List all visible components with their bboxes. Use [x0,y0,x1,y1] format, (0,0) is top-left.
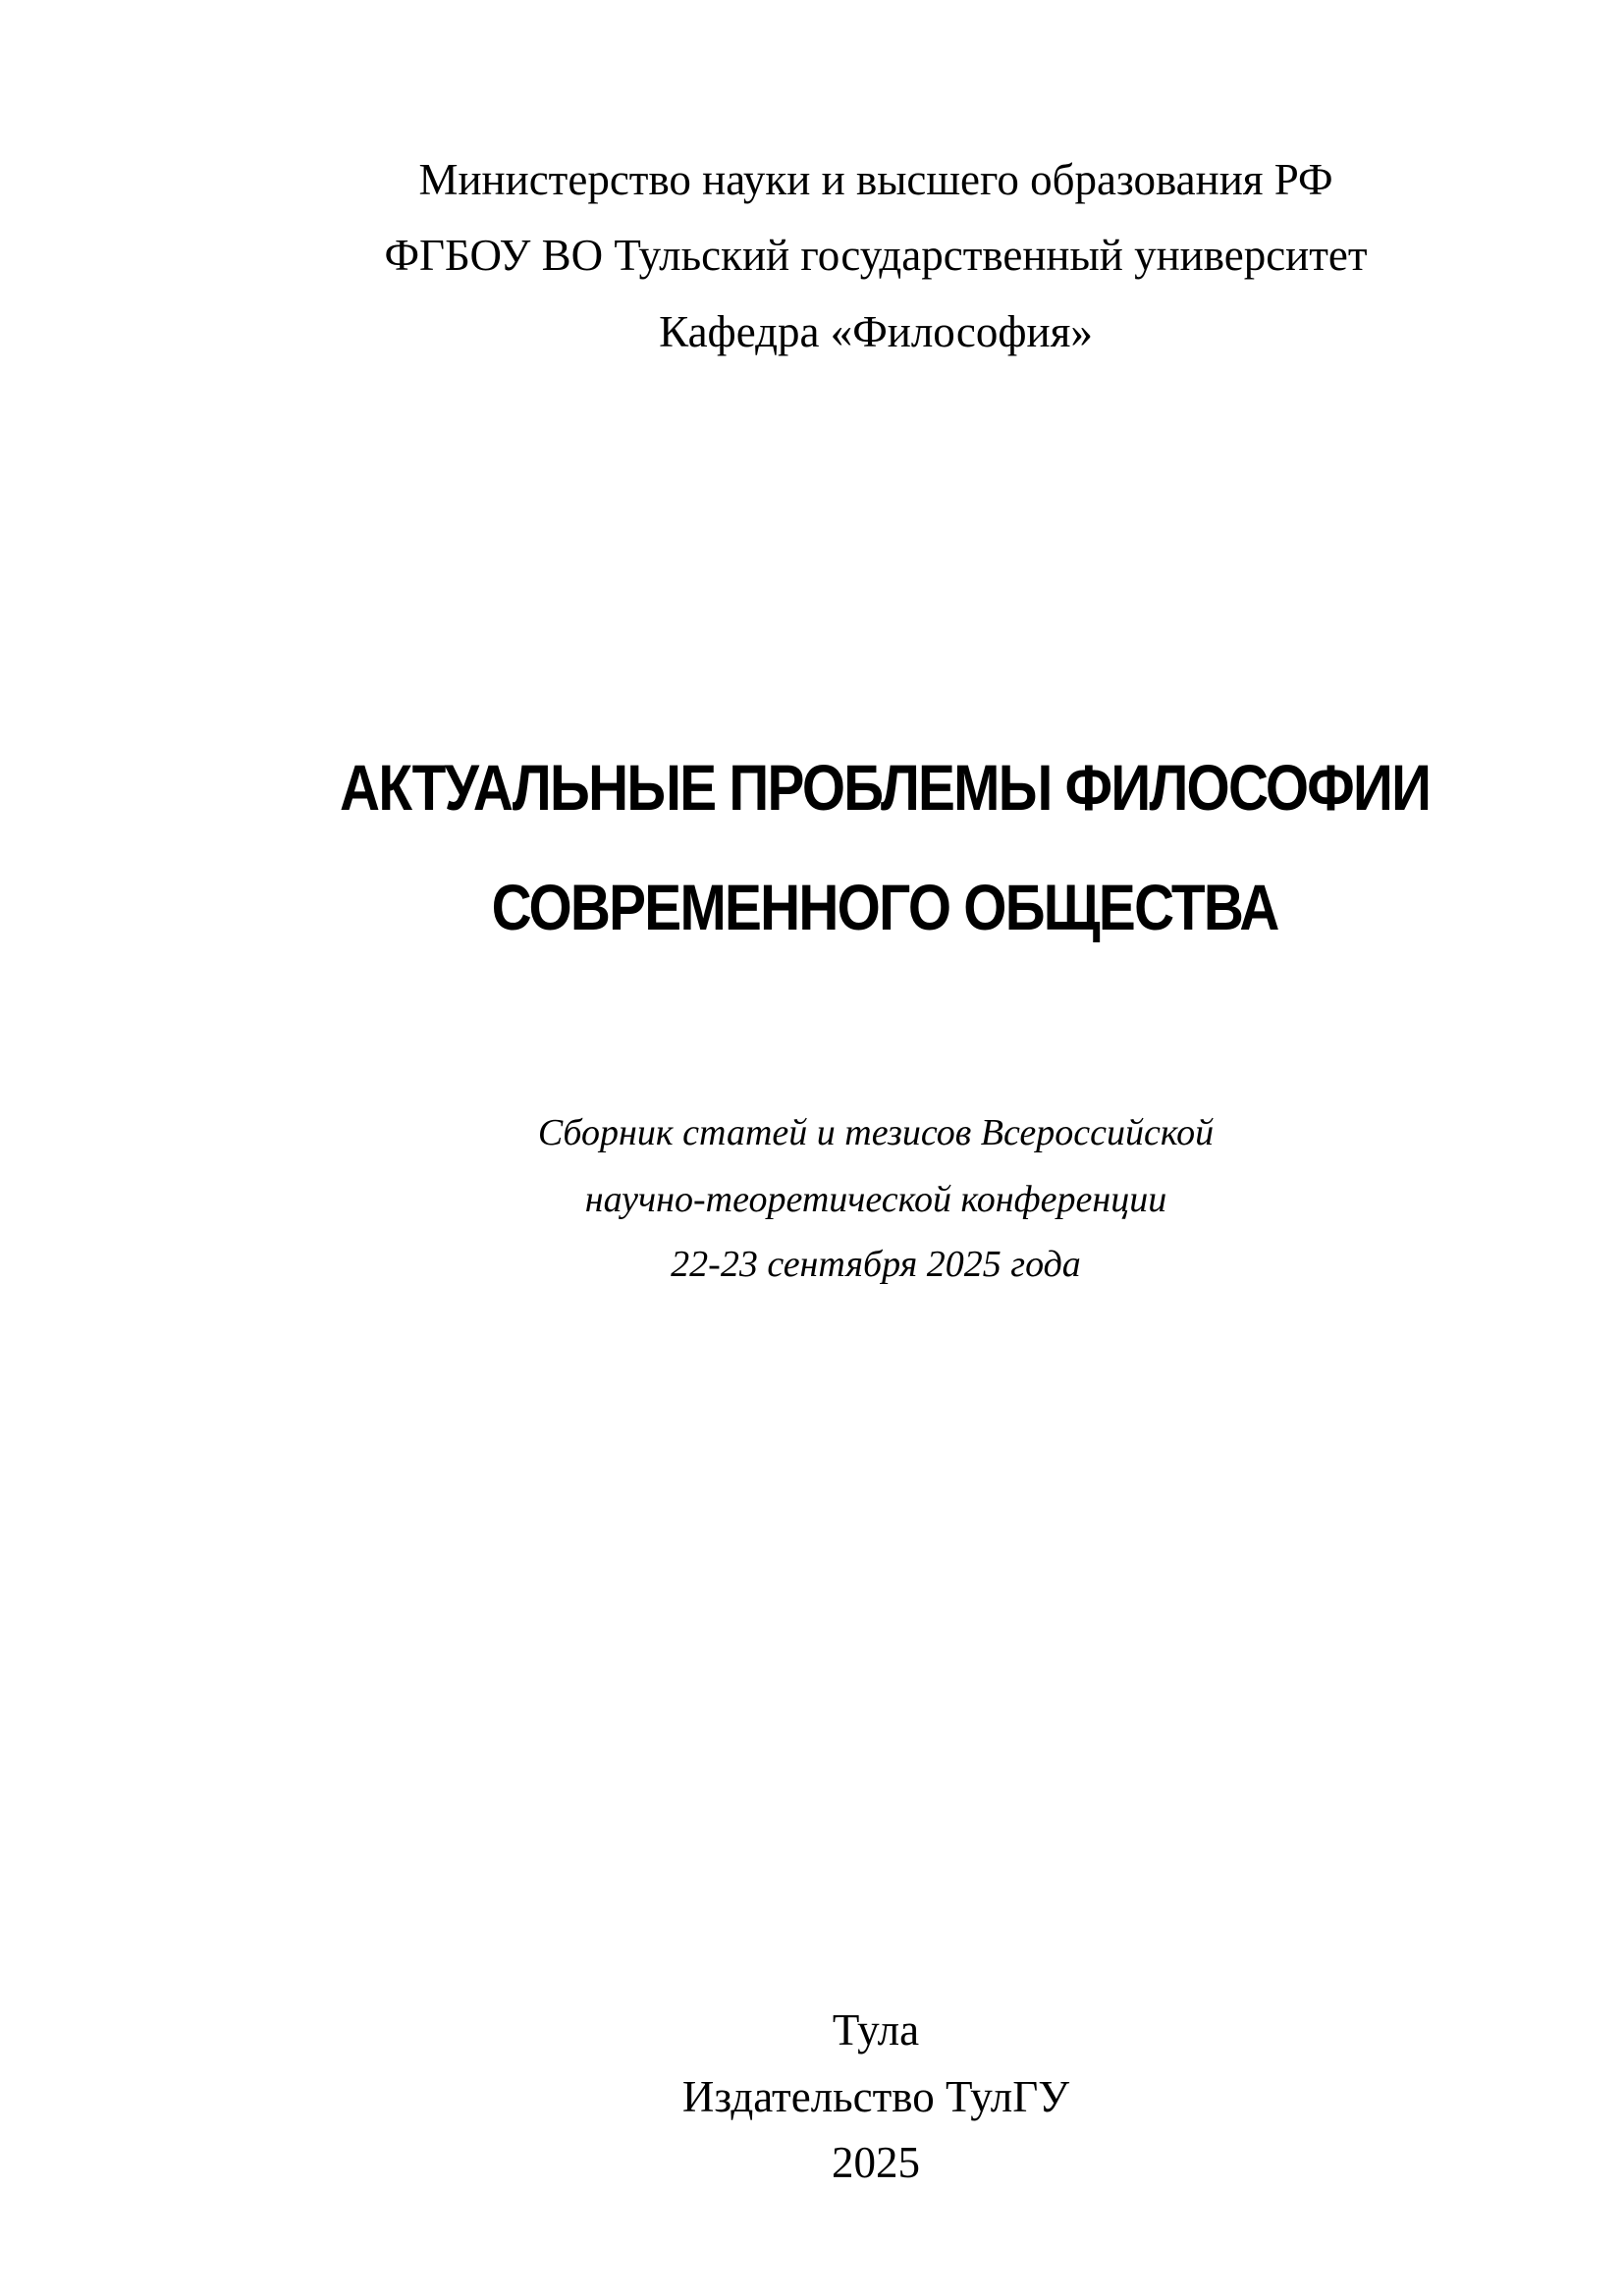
title-line-2: СОВРЕМЕННОГО ОБЩЕСТВА [491,871,1278,943]
subtitle-line-3: 22-23 сентября 2025 года [671,1244,1081,1285]
department-line: Кафедра «Философия» [659,307,1093,356]
subtitle-line-1: Сборник статей и тезисов Всероссийской [537,1112,1215,1153]
title-line-1: АКТУАЛЬНЫЕ ПРОБЛЕМЫ ФИЛОСОФИИ [340,751,1431,824]
imprint-year: 2025 [832,2138,920,2187]
university-line: ФГБОУ ВО Тульский государственный университет [384,231,1368,280]
subtitle-line-2: научно-теоретической конференции [584,1179,1167,1220]
imprint-city: Тула [832,2005,920,2055]
ministry-line: Министерство науки и высшего образования РФ [418,155,1333,204]
imprint-publisher: Издательство ТулГУ [681,2072,1070,2121]
